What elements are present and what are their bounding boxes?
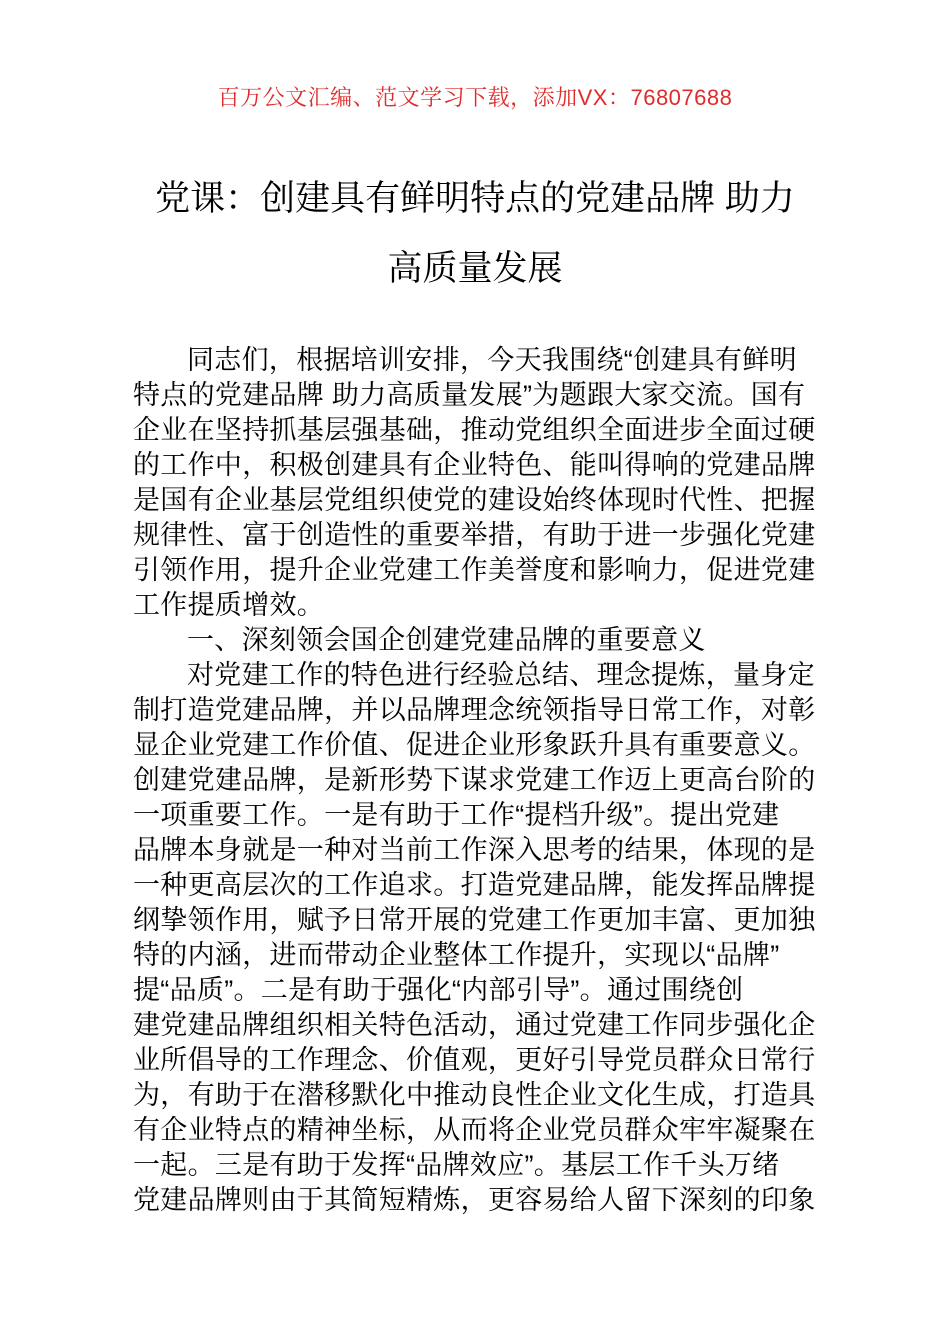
body-line: 提“品质”。二是有助于强化“内部引导”。通过围绕创 — [133, 975, 744, 1005]
document-body — [133, 343, 823, 1218]
body-line: 一项重要工作。一是有助于工作“提档升级”。提出党建 — [133, 800, 780, 830]
body-line: 创建党建品牌，是新形势下谋求党建工作迈上更高台阶的 — [133, 765, 816, 795]
body-line: 同志们，根据培训安排，今天我围绕“创建具有鲜明 — [187, 345, 797, 375]
body-line: 为，有助于在潜移默化中推动良性企业文化生成，打造具 — [133, 1080, 816, 1110]
body-line: 引领作用，提升企业党建工作美誉度和影响力，促进党建 — [133, 555, 816, 585]
body-line: 建党建品牌组织相关特色活动，通过党建工作同步强化企 — [133, 1010, 816, 1040]
body-line: 企业在坚持抓基层强基础，推动党组织全面进步全面过硬 — [133, 415, 816, 445]
document-title — [0, 164, 950, 304]
body-line: 品牌本身就是一种对当前工作深入思考的结果，体现的是 — [133, 835, 816, 865]
body-line: 制打造党建品牌，并以品牌理念统领指导日常工作，对彰 — [133, 695, 816, 725]
body-line: 特的内涵，进而带动企业整体工作提升，实现以“品牌” — [133, 940, 780, 970]
body-line: 业所倡导的工作理念、价值观，更好引导党员群众日常行 — [133, 1045, 816, 1075]
body-line: 有企业特点的精神坐标，从而将企业党员群众牢牢凝聚在 — [133, 1115, 816, 1145]
body-line: 对党建工作的特色进行经验总结、理念提炼，量身定 — [187, 660, 815, 690]
body-line: 党建品牌则由于其简短精炼，更容易给人留下深刻的印象 — [133, 1185, 816, 1215]
header-notice: 百万公文汇编、范文学习下载，添加VX：76807688 — [217, 85, 733, 110]
body-line: 纲挚领作用，赋予日常开展的党建工作更加丰富、更加独 — [133, 905, 816, 935]
body-line: 一种更高层次的工作追求。打造党建品牌，能发挥品牌提 — [133, 870, 816, 900]
title-line-1: 党课：创建具有鲜明特点的党建品牌 助力 — [155, 179, 795, 218]
body-line: 一起。三是有助于发挥“品牌效应”。基层工作千头万绪 — [133, 1150, 780, 1180]
body-line: 显企业党建工作价值、促进企业形象跃升具有重要意义。 — [133, 730, 816, 760]
body-line: 的工作中，积极创建具有企业特色、能叫得响的党建品牌 — [133, 450, 816, 480]
body-line: 工作提质增效。 — [133, 590, 325, 620]
body-line: 规律性、富于创造性的重要举措，有助于进一步强化党建 — [133, 520, 816, 550]
section-heading: 一、深刻领会国企创建党建品牌的重要意义 — [187, 625, 706, 655]
title-line-2: 高质量发展 — [387, 249, 563, 288]
body-line: 是国有企业基层党组织使党的建设始终体现时代性、把握 — [133, 485, 816, 515]
body-line: 特点的党建品牌 助力高质量发展”为题跟大家交流。国有 — [133, 380, 806, 410]
